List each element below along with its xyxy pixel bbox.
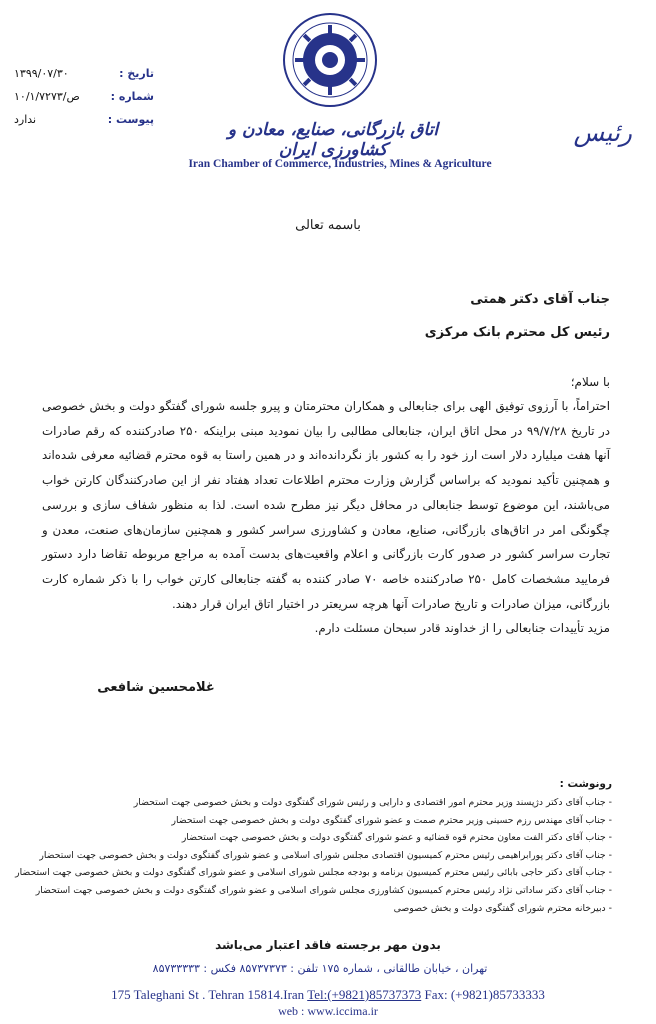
recipient-title: رئیس کل محترم بانک مرکزی [424,325,610,340]
meta-value: ۱۳۹۹/۰۷/۳۰ [14,67,69,80]
copies-title: رونوشت : [559,778,612,790]
meta-number [14,85,154,108]
address-en [0,987,656,1003]
stamp-note: بدون مهر برجسته فاقد اعتبار می‌باشد [215,938,441,952]
address-street: 175 Taleghani St . Tehran 15814.Iran [111,987,308,1002]
greeting: با سلام؛ [570,375,610,389]
fax-number: Fax: (+9821)85733333 [421,987,545,1002]
meta-attachment [14,108,154,131]
meta-label: شماره : [110,90,154,103]
closing-text: مزید تأییدات جنابعالی را از خداوند قادر سبحان مسئلت دارم. [314,621,610,636]
list-item: - جناب آقای دکتر حاجی بابائی رئیس محترم کمیسیون برنامه و بودجه مجلس شورای اسلامی و عضو شورای گفتگوی دولت و بخش خصوصی جهت استحضار [15,867,612,879]
letter-meta [14,62,154,131]
meta-value: ندارد [14,113,37,126]
meta-value: ۱۰/۱/۷۲۷۳/ص [14,90,80,103]
list-item: - جناب آقای مهندس رزم حسینی وزیر محترم صمت و عضو شورای گفتگوی دولت و بخش خصوصی جهت استحضار [171,814,612,826]
list-item: - دبیرخانه محترم شورای گفتگوی دولت و بخش خصوصی [393,902,612,914]
copies-list [12,794,612,917]
body-text: احتراماً، با آرزوی توفیق الهی برای جنابعالی و همکاران محترمتان و پیرو جلسه شورای گفتگو دولت و بخش خصوصی در تاریخ ۹۹/۷/۲۸ در محل اتاق ایران، جنابعالی مطالبی را بیان نمودید مبنی براینکه ۲۵۰ صادرکننده که رقم صادرات آنها هفت میلیارد دلار است ارز خود را به کشور باز نگردانده‌اند و در همین راستا به قوه محترم قضائیه معرفی شده‌اند و همچنین تأکید نمودید که براساس گزارش وزارت محترم اطلاعات تعداد هفتاد نفر از این صادرکنندگان کارتن خواب می‌باشند، این موضوع توسط جنابعالی در محافل دیگر نیز مطرح شده است. لذا به منظور شفاف سازی و بررسی چگونگی امر در اتاق‌های بازرگانی، صنایع، معادن و کشاورزی سراسر کشور و همچنین سازمان‌های صنعت، معدن و تجارت سراسر کشور در صدور کارت بازرگانی و اعلام واقعیت‌های بدست آمده به مراجع مربوطه تقاضا دارد دستور فرمایید مشخصات کامل ۲۵۰ صادرکننده خاصه ۷۰ صادر کننده به گفته جنابعالی کارتن خواب را با ذکر شماره کارت بازرگانی، میزان صادرات و تاریخ صادرات آنها هرچه سریعتر در اختیار اتاق ایران قرار دهند. [42,399,610,611]
phone-link[interactable]: Tel:(+9821)85737373 [307,987,422,1002]
address-fa: تهران ، خیابان طالقانی ، شماره ۱۷۵ تلفن : ۸۵۷۳۷۳۷۳ فکس : ۸۵۷۳۳۳۳۳ [152,962,488,975]
rais-mark: رئیس [573,118,632,147]
meta-date [14,62,154,85]
recipient-name: جناب آقای دکتر همتی [470,292,610,307]
meta-label: تاریخ : [119,67,154,80]
website-link[interactable]: web : www.iccima.ir [278,1004,378,1018]
letter-body [42,394,610,641]
iccima-logo [282,12,378,108]
list-item: - جناب آقای دکتر دژپسند وزیر محترم امور اقتصادی و دارایی و رئیس شورای گفتگوی دولت و بخش خصوصی جهت استحضار [133,797,612,808]
meta-label: پیوست : [107,113,154,126]
list-item: - جناب آقای دکتر پورابراهیمی رئیس محترم کمیسیون اقتصادی مجلس شورای اسلامی و عضو شورای گفتگوی دولت و بخش خصوصی جهت استحضار [39,849,612,861]
bismillah: باسمه تعالی [295,218,361,233]
list-item: - جناب آقای دکتر ساداتی نژاد رئیس محترم کمیسیون کشاورزی مجلس شورای اسلامی و عضو شورای گفتگوی دولت و بخش خصوصی جهت استحضار [35,884,612,896]
signatory-name: غلامحسین شافعی [97,680,215,695]
chamber-name-fa: اتاق بازرگانی، صنایع، معادن و کشاورزی ایران [227,120,439,160]
list-item: - جناب آقای دکتر الفت معاون محترم قوه قضائیه و عضو شورای گفتگوی دولت و بخش خصوصی جهت استحضار [181,832,612,844]
chamber-name-en: Iran Chamber of Commerce, Industries, Mines & Agriculture [188,158,492,170]
